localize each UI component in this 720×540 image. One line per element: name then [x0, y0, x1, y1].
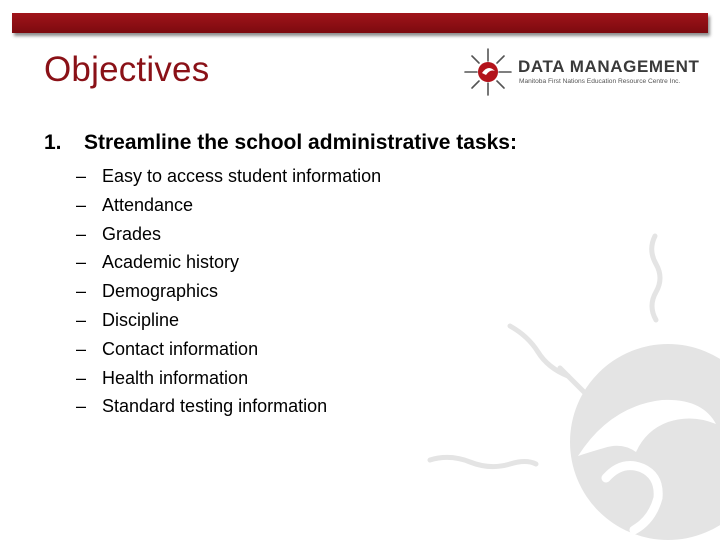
sun-watermark-icon [410, 228, 720, 540]
list-item: – Contact information [76, 338, 259, 359]
sun-logo-icon [462, 46, 514, 98]
list-item: – Discipline [76, 309, 180, 330]
list-item: – Standard testing information [76, 396, 328, 417]
list-item: – Demographics [76, 281, 219, 302]
list-item: – Academic history [76, 252, 240, 273]
logo-subtitle: Manitoba First Nations Education Resource Centre Inc. [519, 78, 681, 85]
list-item: – Grades [76, 223, 162, 244]
header-bar [12, 13, 708, 33]
logo-name: DATA MANAGEMENT [518, 57, 700, 76]
objective-number: 1. [44, 131, 62, 154]
list-item: – Health information [76, 367, 249, 388]
objective-sub-list [76, 164, 381, 423]
logo [462, 46, 712, 98]
objective-text: Streamline the school administrative tasks: [84, 131, 517, 154]
objective-heading [44, 131, 517, 155]
list-item: – Attendance [76, 194, 194, 215]
list-item: – Easy to access student information [76, 166, 382, 186]
slide-title: Objectives [44, 50, 210, 89]
